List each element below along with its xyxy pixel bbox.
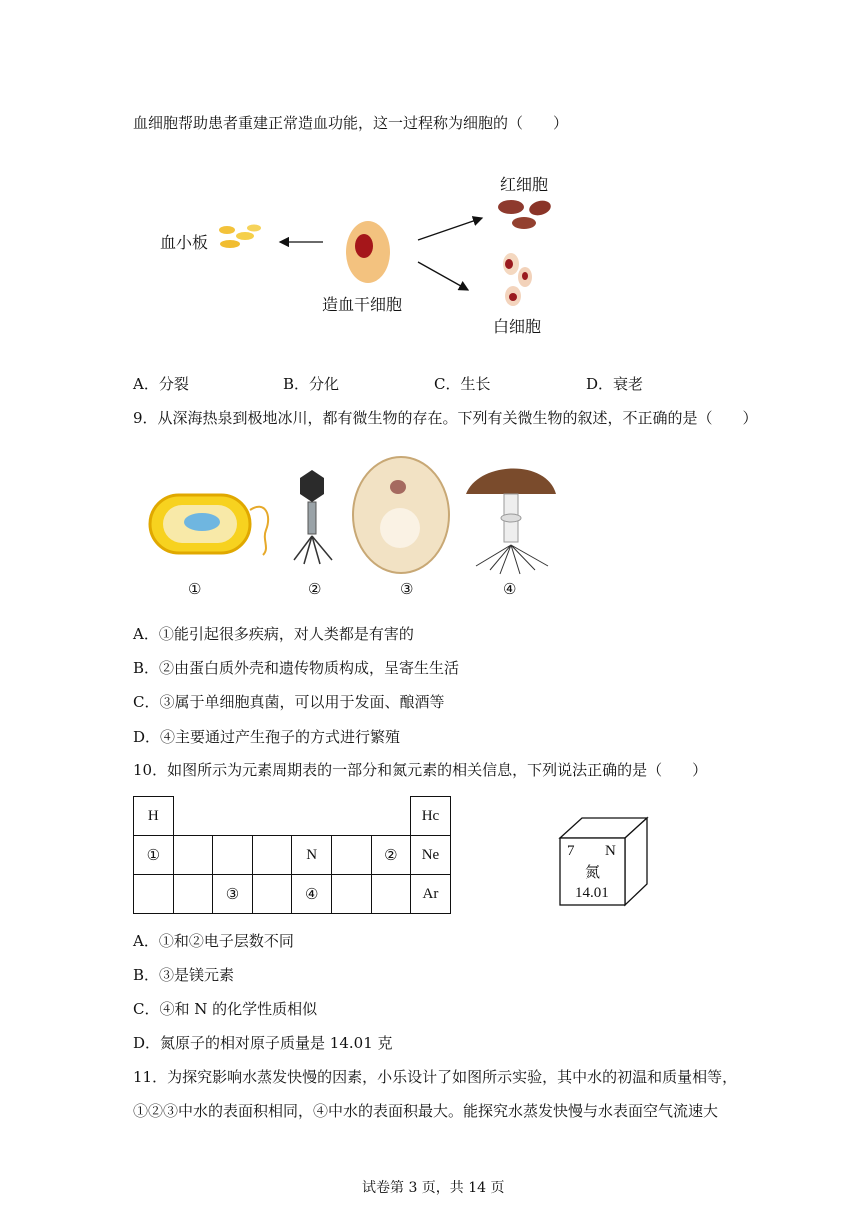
pt-cell: ②	[371, 836, 411, 875]
q9-option-a[interactable]: A．①能引起很多疾病，对人类都是有害的	[133, 625, 414, 643]
q9-figure-label-1: ①	[188, 580, 202, 598]
q8-option-a[interactable]: A．分裂	[133, 375, 189, 393]
q10-option-b[interactable]: B．③是镁元素	[133, 966, 235, 984]
element-mass: 14.01	[575, 885, 609, 901]
pt-cell: N	[292, 836, 332, 875]
q9-figure-label-3: ③	[400, 580, 414, 598]
question-9-stem: 9．从深海热泉到极地冰川，都有微生物的存在。下列有关微生物的叙述，不正确的是（ ）	[133, 409, 758, 427]
question-11-stem-line1: 11．为探究影响水蒸发快慢的因素，小乐设计了如图所示实验，其中水的初温和质量相等，	[133, 1068, 738, 1086]
platelet-label: 血小板	[160, 233, 209, 252]
pt-cell: ①	[134, 836, 174, 875]
q8-option-d[interactable]: D．衰老	[586, 375, 644, 393]
pt-cell-h: H	[134, 797, 174, 836]
q8-option-b[interactable]: B．分化	[283, 375, 340, 393]
pt-cell: Ar	[411, 875, 451, 914]
q8-option-c[interactable]: C．生长	[434, 375, 491, 393]
question-8-stem-tail: 血细胞帮助患者重建正常造血功能，这一过程称为细胞的（ ）	[133, 114, 569, 132]
q9-figure-label-2: ②	[308, 580, 322, 598]
element-number: 7	[567, 843, 575, 859]
q9-option-d[interactable]: D．④主要通过产生孢子的方式进行繁殖	[133, 728, 401, 746]
q9-option-b[interactable]: B．②由蛋白质外壳和遗传物质构成，呈寄生生活	[133, 659, 460, 677]
question-11-stem-line2: ①②③中水的表面积相同，④中水的表面积最大。能探究水蒸发快慢与水表面空气流速大	[133, 1102, 719, 1120]
q10-option-d[interactable]: D．氮原子的相对原子质量是 14.01 克	[133, 1034, 393, 1052]
element-symbol: N	[605, 843, 616, 859]
q10-option-a[interactable]: A．①和②电子层数不同	[133, 932, 294, 950]
q10-option-c[interactable]: C．④和 N 的化学性质相似	[133, 1000, 318, 1018]
question-10-stem: 10．如图所示为元素周期表的一部分和氮元素的相关信息，下列说法正确的是（ ）	[133, 761, 708, 779]
red-cell-label: 红细胞	[500, 175, 549, 194]
pt-cell-he: Hc	[411, 797, 451, 836]
pt-cell: ④	[292, 875, 332, 914]
q9-option-c[interactable]: C．③属于单细胞真菌，可以用于发面、酿酒等	[133, 693, 445, 711]
element-name: 氮	[585, 863, 601, 881]
page-footer: 试卷第 3 页，共 14 页	[362, 1180, 505, 1196]
q9-figure-label-4: ④	[503, 580, 517, 598]
pt-cell: ③	[213, 875, 253, 914]
stem-cell-label: 造血干细胞	[322, 295, 403, 314]
pt-cell: Ne	[411, 836, 451, 875]
white-cell-label: 白细胞	[493, 317, 542, 336]
